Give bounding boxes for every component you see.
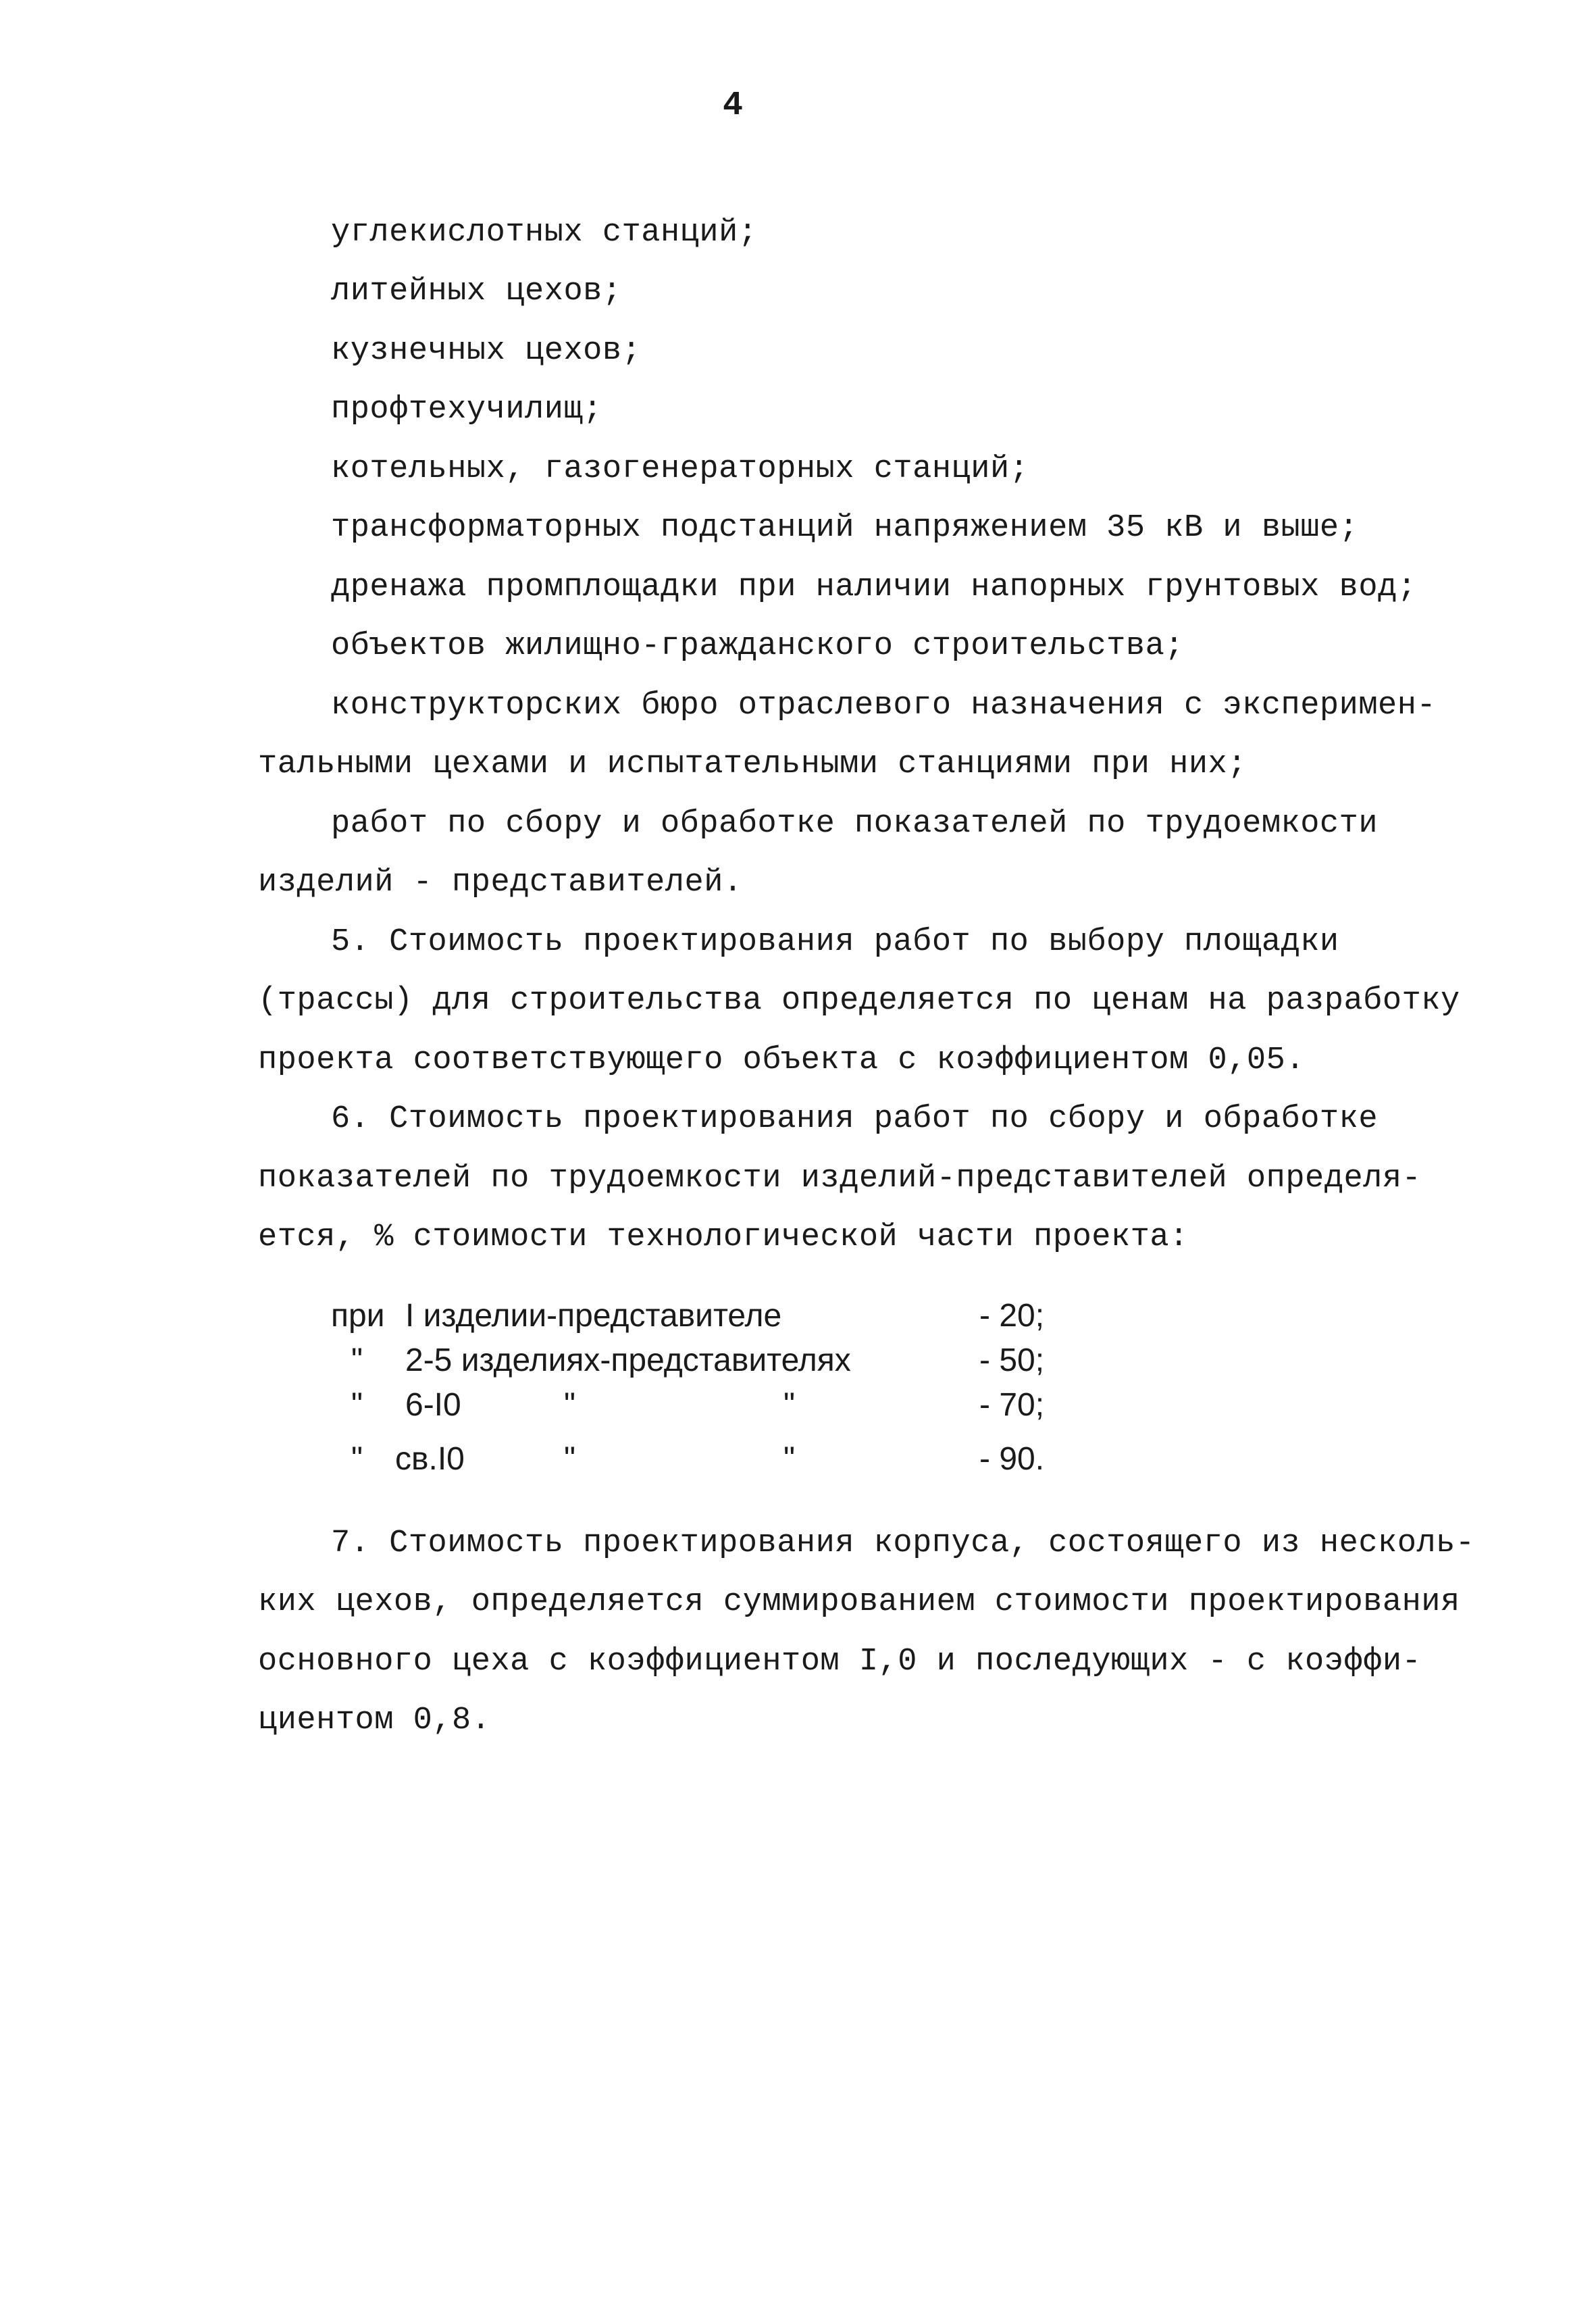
rates-table bbox=[331, 1297, 1108, 1485]
rate-ditto: " bbox=[564, 1387, 576, 1423]
list-item-works-line-2: изделий - представителей. bbox=[258, 865, 743, 901]
paragraph-5-line-2: (трассы) для строительства определяется по ценам на разработку bbox=[258, 983, 1460, 1019]
list-item: литейных цехов; bbox=[331, 274, 622, 309]
list-item: котельных, газогенераторных станций; bbox=[331, 451, 1029, 487]
list-item: профтехучилищ; bbox=[331, 392, 602, 428]
rate-value: - 20; bbox=[979, 1298, 1045, 1334]
rate-count: I изделии-представителе bbox=[405, 1298, 782, 1334]
rate-count: 2-5 изделиях-представителях bbox=[405, 1342, 851, 1378]
paragraph-7-line-1: 7. Стоимость проектирования корпуса, состоящего из несколь- bbox=[331, 1526, 1475, 1561]
rate-count: 6-I0 bbox=[405, 1387, 461, 1423]
list-item-design-bureau-line-1: конструкторских бюро отраслевого назначения с эксперимен- bbox=[331, 688, 1437, 724]
rate-row bbox=[331, 1386, 1108, 1431]
rate-value: - 90. bbox=[979, 1441, 1045, 1477]
rate-ditto: " bbox=[564, 1441, 576, 1477]
list-item: кузнечных цехов; bbox=[331, 333, 642, 369]
rate-prefix: " bbox=[351, 1342, 363, 1378]
paragraph-6-line-1: 6. Стоимость проектирования работ по сбору и обработке bbox=[331, 1101, 1379, 1137]
paragraph-6-line-3: ется, % стоимости технологической части проекта: bbox=[258, 1219, 1189, 1255]
paragraph-5-line-1: 5. Стоимость проектирования работ по выбору площадки bbox=[331, 924, 1339, 960]
page-number: 4 bbox=[723, 86, 744, 125]
paragraph-7-line-2: ких цехов, определяется суммированием стоимости проектирования bbox=[258, 1584, 1460, 1620]
rate-row bbox=[331, 1440, 1108, 1485]
rate-value: - 50; bbox=[979, 1342, 1045, 1378]
rate-ditto: " bbox=[783, 1441, 796, 1477]
list-item: объектов жилищно-гражданского строительства; bbox=[331, 628, 1185, 664]
list-item-design-bureau-line-2: тальными цехами и испытательными станциями при них; bbox=[258, 747, 1247, 782]
paragraph-7-line-4: циентом 0,8. bbox=[258, 1703, 491, 1738]
rate-prefix: " bbox=[351, 1387, 363, 1423]
rate-row bbox=[331, 1342, 1108, 1386]
rate-count: св.I0 bbox=[395, 1441, 465, 1477]
paragraph-6-line-2: показателей по трудоемкости изделий-представителей определя- bbox=[258, 1161, 1422, 1197]
rate-prefix: при bbox=[331, 1298, 385, 1334]
list-item: трансформаторных подстанций напряжением 35 кВ и выше; bbox=[331, 510, 1359, 546]
list-item: дренажа промплощадки при наличии напорных грунтовых вод; bbox=[331, 570, 1417, 605]
list-item-works-line-1: работ по сбору и обработке показателей по трудоемкости bbox=[331, 806, 1379, 842]
paragraph-7-line-3: основного цеха с коэффициентом I,0 и последующих - с коэффи- bbox=[258, 1644, 1422, 1680]
paragraph-5-line-3: проекта соответствующего объекта с коэффициентом 0,05. bbox=[258, 1042, 1306, 1078]
rate-prefix: " bbox=[351, 1441, 363, 1477]
rate-value: - 70; bbox=[979, 1387, 1045, 1423]
list-item: углекислотных станций; bbox=[331, 215, 758, 251]
rate-row bbox=[331, 1297, 1108, 1342]
rate-ditto: " bbox=[783, 1387, 796, 1423]
